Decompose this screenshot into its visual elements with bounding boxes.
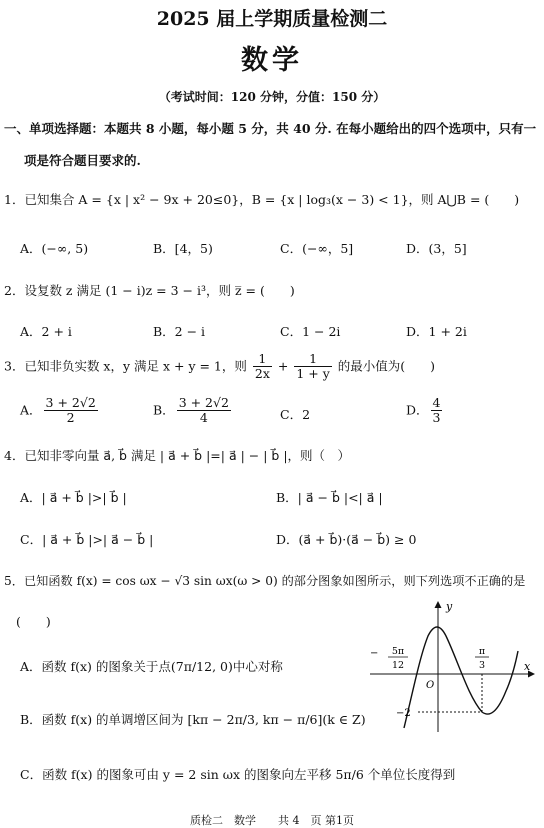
q3-plus: + [277,358,289,374]
q5-option-b: B．函数 f(x) 的单调增区间为 [kπ − 2π/3, kπ − π/6](k ∈ Z) [20,712,366,727]
exam-title: 2025 届上学期质量检测二 [156,8,388,30]
cosine-curve [404,627,518,728]
right-tick-numerator: π [478,646,486,657]
q3-option-d: D． $\frac{4}{3}$ [406,395,441,426]
x-axis-label: x [524,660,531,673]
q1-option-a: A．(−∞, 5) [20,241,89,256]
q3-option-b: B． $\frac{3 + 2√2}{4}$ [153,395,229,426]
q1-option-c: C．(−∞，5] [280,241,354,256]
q4-option-b: B．| a⃗ − b⃗ |<| a⃗ | [276,490,383,505]
q2-option-a: A．2 + i [20,324,72,339]
q3-stem-a: 3．已知非负实数 x，y 满足 x + y = 1，则 [4,358,247,374]
y-axis-label: y [446,600,453,613]
q2-option-b: B．2 − i [153,324,206,339]
q2-option-c: C．1 − 2i [280,324,341,339]
q3-stem-b: 的最小值为( ) [337,358,436,374]
subject-title: 数学 [241,45,303,76]
left-tick-denominator: 12 [391,660,405,671]
q2-option-d: D．1 + 2i [406,324,467,339]
min-value-label: −2 [396,708,411,719]
right-tick-denominator: 3 [478,660,486,671]
q5-option-a: A．函数 f(x) 的图象关于点(7π/12, 0)中心对称 [20,659,283,674]
page-footer: 质检二 数学 共 4 页 第1页 [190,814,354,827]
question-3-stem [4,352,435,382]
question-5-paren: ( ) [16,614,51,629]
q4-option-a: A．| a⃗ + b⃗ |>| b⃗ | [20,490,127,505]
section-heading-cont: 项是符合题目要求的. [24,153,141,168]
section-heading: 一、单项选择题：本题共 8 小题，每小题 5 分，共 40 分. 在每小题给出的四个选项中，只有一 [4,121,537,136]
q1-option-b: B．[4，5) [153,241,213,256]
left-tick-sign: − [370,648,379,659]
q3-fraction-1: $\frac{1}{2x}$ [254,351,270,382]
exam-info: （考试时间：120 分钟，分值：150 分） [158,90,386,104]
question-5-stem: 5．已知函数 f(x) = cos ωx − √3 sin ωx(ω > 0) 的部分图象如图所示，则下列选项不正确的是 [4,574,526,588]
function-graph [368,596,538,736]
q3-option-a: A． $\frac{3 + 2√2}{2}$ [20,395,96,426]
question-4-stem: 4．已知非零向量 a⃗, b⃗ 满足 | a⃗ + b⃗ |=| a⃗ | − | b⃗ |，则（ ） [4,448,351,463]
q4-option-c: C．| a⃗ + b⃗ |>| a⃗ − b⃗ | [20,532,154,547]
q5-option-c: C．函数 f(x) 的图象可由 y = 2 sin ωx 的图象向左平移 5π/6 个单位长度得到 [20,767,456,782]
origin-label: O [426,680,435,691]
question-1-stem: 1．已知集合 A = {x | x² − 9x + 20≤0}，B = {x | log₃(x − 3) < 1}，则 A⋃B = ( ) [4,192,520,207]
left-tick-numerator: 5π [391,646,405,657]
question-2-stem: 2．设复数 z 满足 (1 − i)z = 3 − i³，则 z̅ = ( ) [4,283,295,298]
q4-option-d: D．(a⃗ + b⃗)·(a⃗ − b⃗) ≥ 0 [276,532,417,547]
q3-fraction-2: $\frac{1}{1 + y}$ [296,351,330,382]
q3-option-c: C．2 [280,407,311,422]
q1-option-d: D．(3，5] [406,241,467,256]
